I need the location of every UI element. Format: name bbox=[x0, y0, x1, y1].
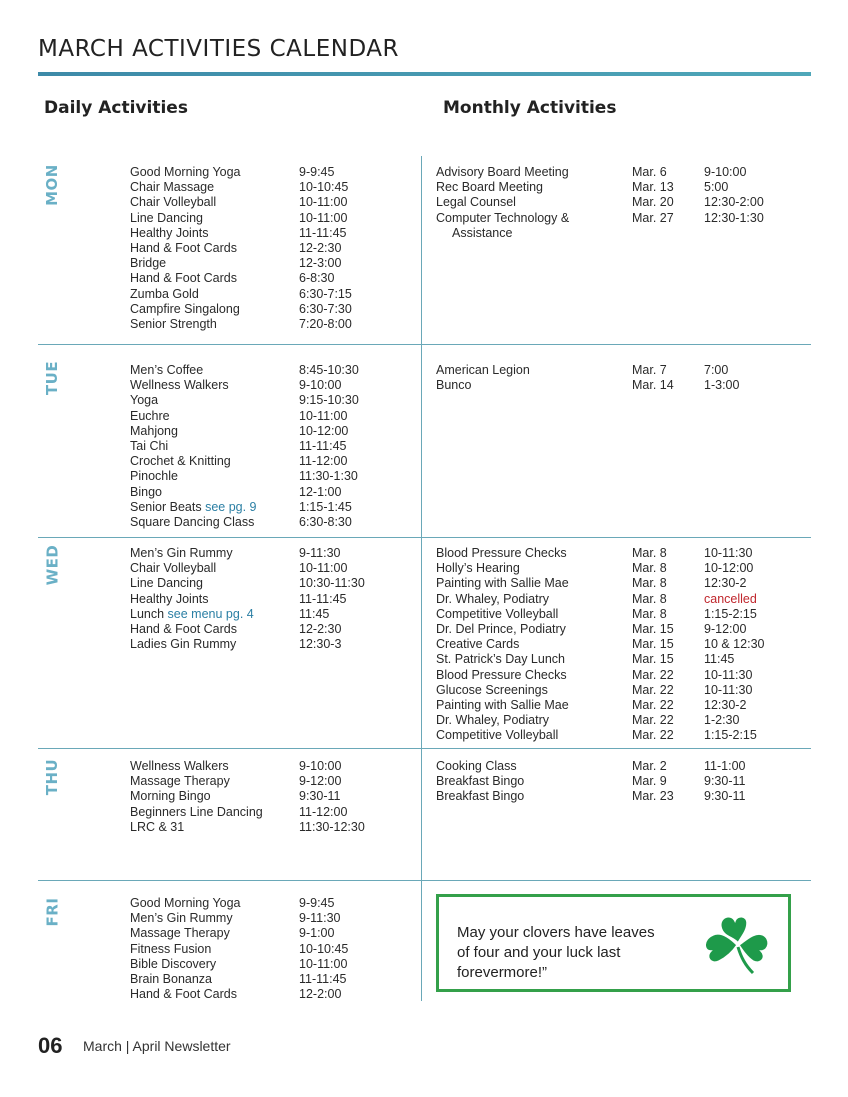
activity-name-text: Chair Massage bbox=[130, 180, 215, 195]
activity-name-text: Senior Beats bbox=[130, 499, 202, 514]
event-time: 10-12:00 bbox=[704, 561, 754, 576]
activity-name bbox=[130, 592, 209, 607]
event-date: Mar. 23 bbox=[632, 789, 674, 804]
activity-name bbox=[130, 271, 237, 286]
activity-name-text: Massage Therapy bbox=[130, 926, 230, 941]
daily-activities-heading: Daily Activities bbox=[44, 98, 188, 118]
page-number: 06 bbox=[38, 1033, 63, 1058]
event-date: Mar. 22 bbox=[632, 667, 674, 682]
activity-name bbox=[130, 302, 240, 317]
event-time: 9-10:00 bbox=[704, 165, 747, 179]
activity-name-text: Yoga bbox=[130, 393, 159, 408]
event-time: 12:30-1:30 bbox=[704, 210, 764, 225]
activity-name bbox=[130, 789, 211, 804]
activity-name-text: Beginners Line Dancing bbox=[130, 804, 263, 819]
event-date: Mar. 14 bbox=[632, 378, 674, 393]
section-divider bbox=[38, 537, 811, 538]
activity-name-text: Crochet & Knitting bbox=[130, 454, 231, 469]
shamrock-icon bbox=[701, 907, 775, 981]
activity-name bbox=[130, 972, 212, 987]
activity-name bbox=[130, 774, 230, 789]
event-time: 12:30-2:00 bbox=[704, 195, 764, 210]
event-name: Legal Counsel bbox=[436, 195, 516, 210]
activity-time: 10-11:00 bbox=[299, 195, 348, 210]
event-date: Mar. 22 bbox=[632, 728, 674, 743]
event-date: Mar. 15 bbox=[632, 652, 674, 667]
event-time: 12:30-2 bbox=[704, 576, 747, 591]
activity-name bbox=[130, 500, 257, 515]
activity-name-text: Fitness Fusion bbox=[130, 941, 212, 956]
activity-name bbox=[130, 607, 254, 622]
activity-name-text: Hand & Foot Cards bbox=[130, 987, 237, 1002]
event-time: 10-11:30 bbox=[704, 667, 753, 682]
event-date: Mar. 15 bbox=[632, 621, 674, 636]
activity-name bbox=[130, 454, 231, 469]
activity-name bbox=[130, 485, 162, 500]
activity-time: 12-2:00 bbox=[299, 987, 342, 1002]
clover-quote-box bbox=[436, 894, 791, 992]
day-label-text: FRI bbox=[42, 897, 61, 927]
day-label bbox=[32, 747, 72, 807]
cancelled-status: cancelled bbox=[704, 591, 757, 606]
day-label-text: TUE bbox=[42, 360, 61, 396]
activity-name-text: Chair Volleyball bbox=[130, 561, 217, 576]
event-date: Mar. 7 bbox=[632, 363, 667, 377]
event-time: 11:45 bbox=[704, 652, 735, 667]
activity-time: 12-2:30 bbox=[299, 621, 342, 636]
event-time: 1:15-2:15 bbox=[704, 728, 757, 743]
activity-name-text: Good Morning Yoga bbox=[130, 165, 241, 179]
event-name: Computer Technology & bbox=[436, 210, 570, 225]
quote-line: of four and your luck last bbox=[457, 944, 621, 961]
day-label-text: THU bbox=[43, 758, 61, 796]
event-time: 10-11:30 bbox=[704, 546, 753, 560]
activity-name bbox=[130, 926, 230, 941]
activity-time: 11-11:45 bbox=[299, 225, 347, 240]
activity-time: 11-11:45 bbox=[299, 591, 347, 606]
day-label bbox=[32, 155, 72, 215]
monthly-activities-heading: Monthly Activities bbox=[443, 98, 617, 118]
event-name: Dr. Whaley, Podiatry bbox=[436, 591, 550, 606]
event-date: Mar. 8 bbox=[632, 561, 667, 576]
event-name: Advisory Board Meeting bbox=[436, 165, 569, 179]
activity-time: 6:30-7:15 bbox=[299, 286, 352, 301]
activity-name bbox=[130, 987, 237, 1002]
activity-name-text: Euchre bbox=[130, 408, 170, 423]
activity-name bbox=[130, 637, 236, 652]
activity-name bbox=[130, 515, 254, 530]
event-date: Mar. 22 bbox=[632, 682, 674, 697]
activity-name bbox=[130, 287, 199, 302]
activity-time: 10-11:00 bbox=[299, 561, 348, 576]
activity-name bbox=[130, 622, 237, 637]
activity-time: 10-11:00 bbox=[299, 956, 348, 971]
activity-time: 11-11:45 bbox=[299, 971, 347, 986]
activity-name-text: Chair Volleyball bbox=[130, 195, 217, 210]
activity-name-text: Men’s Gin Rummy bbox=[130, 911, 233, 926]
activity-time: 9-1:00 bbox=[299, 926, 335, 941]
event-name: Blood Pressure Checks bbox=[436, 667, 567, 682]
activity-name bbox=[130, 165, 241, 180]
activity-time: 10-10:45 bbox=[299, 941, 349, 956]
activity-time: 10-12:00 bbox=[299, 423, 349, 438]
section-divider bbox=[38, 344, 811, 345]
event-time: 1-3:00 bbox=[704, 378, 740, 393]
event-date: Mar. 22 bbox=[632, 713, 674, 728]
activity-name bbox=[130, 211, 203, 226]
event-date: Mar. 27 bbox=[632, 210, 674, 225]
activity-name bbox=[130, 378, 229, 393]
activity-name bbox=[130, 576, 203, 591]
event-name: St. Patrick’s Day Lunch bbox=[436, 652, 565, 667]
activity-time: 6:30-7:30 bbox=[299, 301, 352, 316]
activity-name bbox=[130, 805, 263, 820]
activity-name bbox=[130, 469, 178, 484]
activity-time: 9-12:00 bbox=[299, 774, 342, 789]
activity-name bbox=[130, 546, 233, 561]
event-date: Mar. 8 bbox=[632, 606, 667, 621]
activity-time: 6:30-8:30 bbox=[299, 514, 352, 529]
activity-name-text: Hand & Foot Cards bbox=[130, 240, 237, 255]
event-time: 1:15-2:15 bbox=[704, 606, 757, 621]
event-name: Competitive Volleyball bbox=[436, 728, 559, 743]
activity-time: 11:30-12:30 bbox=[299, 819, 365, 834]
activity-time: 9-9:45 bbox=[299, 165, 335, 179]
activity-name-text: Morning Bingo bbox=[130, 789, 211, 804]
activity-name bbox=[130, 226, 209, 241]
activity-time: 12-2:30 bbox=[299, 240, 342, 255]
event-time: 1-2:30 bbox=[704, 713, 740, 728]
activity-name bbox=[130, 363, 203, 378]
activity-name bbox=[130, 439, 168, 454]
title-rule bbox=[38, 72, 811, 76]
day-label bbox=[32, 882, 72, 942]
activity-name bbox=[130, 241, 237, 256]
section-divider bbox=[38, 748, 811, 749]
activity-name-text: LRC & 31 bbox=[130, 819, 185, 834]
activity-name-text: Massage Therapy bbox=[130, 774, 230, 789]
event-name: Bunco bbox=[436, 378, 472, 393]
activity-name bbox=[130, 942, 211, 957]
event-time: 9-12:00 bbox=[704, 621, 747, 636]
activity-time: 11-12:00 bbox=[299, 804, 348, 819]
activity-name-text: Square Dancing Class bbox=[130, 514, 255, 529]
event-date: Mar. 2 bbox=[632, 759, 667, 773]
event-name: Competitive Volleyball bbox=[436, 606, 559, 621]
activity-name-text: Good Morning Yoga bbox=[130, 896, 241, 910]
activity-name bbox=[130, 957, 216, 972]
activity-time: 9-9:45 bbox=[299, 896, 335, 910]
activity-time: 12:30-3 bbox=[299, 637, 342, 652]
activity-name-continued: Assistance bbox=[452, 225, 513, 240]
activity-time: 11:45 bbox=[299, 606, 330, 621]
activity-name-text: Line Dancing bbox=[130, 210, 203, 225]
activity-name bbox=[130, 424, 178, 439]
activity-name-text: Bridge bbox=[130, 256, 167, 271]
event-date: Mar. 6 bbox=[632, 165, 667, 179]
day-label-text: WED bbox=[43, 544, 61, 586]
event-time: 9:30-11 bbox=[704, 774, 746, 789]
event-date: Mar. 15 bbox=[632, 637, 674, 652]
event-time: 9:30-11 bbox=[704, 789, 746, 804]
activity-time: 10-11:00 bbox=[299, 408, 348, 423]
activity-name bbox=[130, 393, 158, 408]
event-name: Dr. Whaley, Podiatry bbox=[436, 713, 550, 728]
activity-name-text: Healthy Joints bbox=[130, 225, 209, 240]
event-name: Blood Pressure Checks bbox=[436, 546, 567, 560]
event-name: Painting with Sallie Mae bbox=[436, 697, 569, 712]
event-name: American Legion bbox=[436, 363, 530, 377]
activity-time: 12-1:00 bbox=[299, 484, 342, 499]
activity-name bbox=[130, 759, 229, 774]
activity-name-text: Senior Strength bbox=[130, 316, 217, 331]
activity-name bbox=[130, 820, 184, 835]
activity-name-text: Ladies Gin Rummy bbox=[130, 637, 237, 652]
activity-time: 9-10:00 bbox=[299, 378, 342, 393]
activity-name-text: Men’s Coffee bbox=[130, 363, 204, 377]
event-time: 10 & 12:30 bbox=[704, 637, 765, 652]
activity-time: 10-11:00 bbox=[299, 210, 348, 225]
event-date: Mar. 22 bbox=[632, 697, 674, 712]
activity-name bbox=[130, 409, 170, 424]
activity-name-text: Tai Chi bbox=[130, 438, 169, 453]
activity-name-text: Wellness Walkers bbox=[130, 378, 229, 393]
activity-name-text: Zumba Gold bbox=[130, 286, 199, 301]
event-name: Dr. Del Prince, Podiatry bbox=[436, 621, 566, 636]
activity-time: 7:20-8:00 bbox=[299, 316, 352, 331]
activity-name bbox=[130, 896, 241, 911]
activity-name-text: Hand & Foot Cards bbox=[130, 621, 237, 636]
event-name: Creative Cards bbox=[436, 637, 520, 652]
quote-line: May your clovers have leaves bbox=[457, 924, 655, 941]
activity-name-text: Pinochle bbox=[130, 469, 178, 484]
activity-name-text: Men’s Gin Rummy bbox=[130, 546, 233, 560]
activity-time: 8:45-10:30 bbox=[299, 363, 359, 377]
activity-name-text: Healthy Joints bbox=[130, 591, 209, 606]
activity-name-text: Mahjong bbox=[130, 423, 178, 438]
event-name: Rec Board Meeting bbox=[436, 180, 544, 195]
activity-time: 9-11:30 bbox=[299, 911, 341, 926]
page-reference-link[interactable]: see pg. 9 bbox=[205, 499, 257, 514]
activity-time: 11-11:45 bbox=[299, 438, 347, 453]
activity-name-text: Wellness Walkers bbox=[130, 759, 229, 773]
activity-time: 9:30-11 bbox=[299, 789, 341, 804]
activity-name bbox=[130, 256, 166, 271]
activity-name bbox=[130, 317, 217, 332]
activity-time: 10-10:45 bbox=[299, 180, 349, 195]
event-date: Mar. 13 bbox=[632, 180, 674, 195]
event-name: Breakfast Bingo bbox=[436, 789, 525, 804]
activity-time: 11:30-1:30 bbox=[299, 469, 358, 484]
activity-time: 9-11:30 bbox=[299, 546, 341, 560]
activity-name-text: Hand & Foot Cards bbox=[130, 271, 237, 286]
activity-name-text: Bingo bbox=[130, 484, 162, 499]
event-name: Glucose Screenings bbox=[436, 682, 548, 697]
activity-name-text: Lunch bbox=[130, 606, 165, 621]
activity-name-text: Campfire Singalong bbox=[130, 301, 240, 316]
activity-time: 10:30-11:30 bbox=[299, 576, 365, 591]
event-name: Holly’s Hearing bbox=[436, 561, 520, 576]
event-time: 12:30-2 bbox=[704, 697, 747, 712]
day-label bbox=[32, 348, 72, 408]
activity-time: 1:15-1:45 bbox=[299, 499, 352, 514]
event-date: Mar. 9 bbox=[632, 774, 667, 789]
quote-text bbox=[457, 923, 655, 983]
event-date: Mar. 8 bbox=[632, 591, 667, 606]
page-reference-link[interactable]: see menu pg. 4 bbox=[167, 606, 254, 621]
day-label bbox=[32, 535, 72, 595]
event-time: 10-11:30 bbox=[704, 682, 753, 697]
activity-name bbox=[130, 195, 216, 210]
newsletter-title: March | April Newsletter bbox=[83, 1038, 231, 1054]
activity-name bbox=[130, 180, 214, 195]
event-date: Mar. 20 bbox=[632, 195, 674, 210]
event-date: Mar. 8 bbox=[632, 546, 667, 560]
event-name: Painting with Sallie Mae bbox=[436, 576, 569, 591]
column-divider bbox=[421, 156, 422, 1001]
activity-name bbox=[130, 561, 216, 576]
activity-time: 12-3:00 bbox=[299, 256, 342, 271]
activity-name-text: Bible Discovery bbox=[130, 956, 217, 971]
activity-time: 6-8:30 bbox=[299, 271, 335, 286]
activity-time: 9-10:00 bbox=[299, 759, 342, 773]
activity-name-text: Line Dancing bbox=[130, 576, 203, 591]
event-date: Mar. 8 bbox=[632, 576, 667, 591]
event-name: Breakfast Bingo bbox=[436, 774, 525, 789]
event-time: 5:00 bbox=[704, 180, 729, 195]
event-name: Cooking Class bbox=[436, 759, 517, 773]
page-title: MARCH ACTIVITIES CALENDAR bbox=[38, 36, 399, 62]
section-divider bbox=[38, 880, 811, 881]
event-time: 7:00 bbox=[704, 363, 729, 377]
activity-name-text: Brain Bonanza bbox=[130, 971, 213, 986]
quote-line: forevermore!” bbox=[457, 964, 548, 981]
day-label-text: MON bbox=[43, 164, 62, 206]
activity-time: 9:15-10:30 bbox=[299, 393, 359, 408]
activity-time: 11-12:00 bbox=[299, 454, 348, 469]
activity-name bbox=[130, 911, 233, 926]
event-time: 11-1:00 bbox=[704, 759, 746, 773]
